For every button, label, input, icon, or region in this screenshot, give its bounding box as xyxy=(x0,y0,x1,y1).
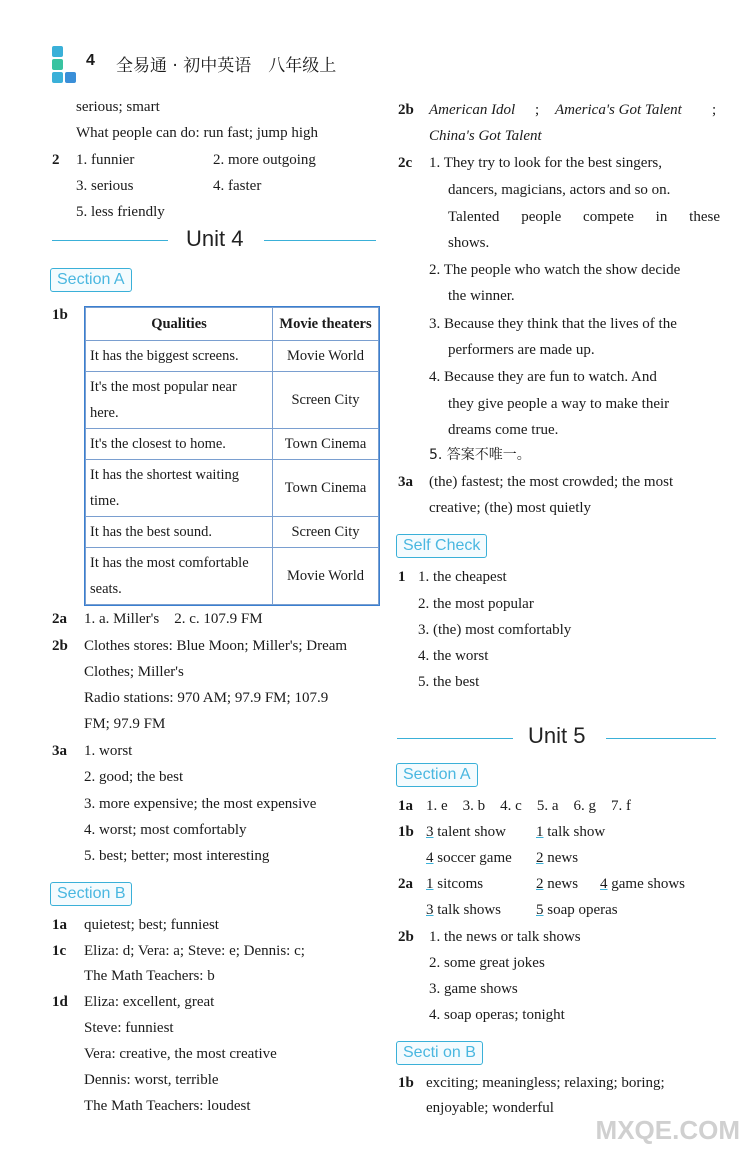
answer-line: they give people a way to make their xyxy=(448,396,670,412)
logo-square-icon xyxy=(65,72,76,83)
question-label: 1b xyxy=(52,307,68,323)
answer-line: quietest; best; funniest xyxy=(84,917,219,933)
answer-line: Eliza: d; Vera: a; Steve: e; Dennis: c; xyxy=(84,943,305,959)
table-row xyxy=(86,460,379,517)
question-label: 1d xyxy=(52,994,68,1010)
answer-item: 2 news xyxy=(536,876,579,892)
answer-line: 1. They try to look for the best singers, xyxy=(429,155,663,171)
question-label: 1b xyxy=(398,1075,414,1091)
divider xyxy=(397,738,513,739)
answer-item: 4. faster xyxy=(213,178,262,194)
answer-item: 4 soccer game xyxy=(426,850,512,866)
answer-item: 3 talent show xyxy=(426,824,506,840)
table-cell: Screen City xyxy=(273,372,379,429)
question-label: 3a xyxy=(52,743,67,759)
question-label: 2 xyxy=(52,152,60,168)
watermark: MXQE.COM xyxy=(595,1115,740,1145)
answer-item: 4. worst; most comfortably xyxy=(84,822,247,838)
answer-item: 3. (the) most comfortably xyxy=(418,622,572,638)
table-cell: It has the shortest waiting time. xyxy=(86,460,273,517)
answer-line: The Math Teachers: b xyxy=(84,968,215,984)
table-row xyxy=(86,548,379,605)
table-row xyxy=(86,341,379,372)
question-label: 2a xyxy=(52,611,67,627)
answer-line: exciting; meaningless; relaxing; boring; xyxy=(426,1075,665,1091)
divider xyxy=(52,240,168,241)
question-label: 2b xyxy=(52,638,68,654)
answer-item: 1 talk show xyxy=(536,824,606,840)
answer-item: 5. the best xyxy=(418,674,480,690)
divider xyxy=(606,738,716,739)
answer-item: 2. more outgoing xyxy=(213,152,316,168)
answer-item: 4. the worst xyxy=(418,648,489,664)
question-label: 2c xyxy=(398,155,413,171)
answer-line: serious; smart xyxy=(76,99,160,115)
table-cell: It has the best sound. xyxy=(86,517,273,548)
unit-heading: Unit 4 xyxy=(186,226,244,251)
show-title: America's Got Talent xyxy=(555,102,682,118)
answer-line: Clothes stores: Blue Moon; Miller's; Dream xyxy=(84,638,348,654)
table-cell: Movie World xyxy=(273,341,379,372)
table-cell: It has the most comfortable seats. xyxy=(86,548,273,605)
table-row xyxy=(86,429,379,460)
table-cell: It's the most popular near here. xyxy=(86,372,273,429)
question-label: 1c xyxy=(52,943,67,959)
answer-item: 2. the most popular xyxy=(418,596,534,612)
separator: ; xyxy=(535,102,540,118)
answer-item: 3. game shows xyxy=(429,981,518,997)
answer-item: 3 talk shows xyxy=(426,902,501,918)
answer-item: 5. less friendly xyxy=(76,204,165,220)
question-label: 1a xyxy=(52,917,67,933)
answer-line: creative; (the) most quietly xyxy=(429,500,592,516)
answer-line: 4. Because they are fun to watch. And xyxy=(429,369,657,385)
movie-theaters-table xyxy=(84,306,380,606)
answer-item: 1. the news or talk shows xyxy=(429,929,581,945)
show-title: China's Got Talent xyxy=(429,128,542,144)
section-tag: Section A xyxy=(396,763,478,787)
answer-line: the winner. xyxy=(448,288,515,304)
unit-heading: Unit 5 xyxy=(528,723,586,748)
table-row xyxy=(86,372,379,429)
answer-line: Clothes; Miller's xyxy=(84,664,184,680)
logo-square-icon xyxy=(52,46,63,57)
table-row xyxy=(86,517,379,548)
table-cell: It has the biggest screens. xyxy=(86,341,273,372)
answer-line: Radio stations: 970 AM; 97.9 FM; 107.9 xyxy=(84,690,329,706)
divider xyxy=(264,240,376,241)
answer-item: 2 news xyxy=(536,850,579,866)
answer-item: 1. worst xyxy=(84,743,133,759)
table-cell: It's the closest to home. xyxy=(86,429,273,460)
question-label: 1a xyxy=(398,798,413,814)
section-tag: Secti on B xyxy=(396,1041,483,1065)
answer-item: 2. some great jokes xyxy=(429,955,545,971)
answer-line: Vera: creative, the most creative xyxy=(84,1046,277,1062)
answer-line: The Math Teachers: loudest xyxy=(84,1098,251,1114)
logo-square-icon xyxy=(52,59,63,70)
question-label: 2a xyxy=(398,876,413,892)
table-cell: Screen City xyxy=(273,517,379,548)
answer-line: 1. a. Miller's 2. c. 107.9 FM xyxy=(84,611,263,627)
question-label: 1 xyxy=(398,569,406,585)
answer-line: 2. The people who watch the show decide xyxy=(429,262,681,278)
answer-line: 3. Because they think that the lives of the xyxy=(429,316,677,332)
separator: ; xyxy=(712,102,717,118)
answer-line: 5. 答案不唯一。 xyxy=(429,447,531,463)
logo-square-icon xyxy=(52,72,63,83)
table-cell: Town Cinema xyxy=(273,460,379,517)
answer-line: Eliza: excellent, great xyxy=(84,994,215,1010)
question-label: 3a xyxy=(398,474,413,490)
answer-item: 1 sitcoms xyxy=(426,876,484,892)
column-header: Qualities xyxy=(86,308,273,341)
answer-item: 1. funnier xyxy=(76,152,135,168)
answer-item: 5 soap operas xyxy=(536,902,618,918)
answer-line: 1. e 3. b 4. c 5. a 6. g 7. f xyxy=(426,798,631,814)
answer-item: 3. serious xyxy=(76,178,134,194)
answer-line: What people can do: run fast; jump high xyxy=(76,125,319,141)
answer-item: 5. best; better; most interesting xyxy=(84,848,270,864)
answer-line: Talented people compete in these xyxy=(448,209,720,225)
question-label: 2b xyxy=(398,102,414,118)
answer-item: 2. good; the best xyxy=(84,769,184,785)
table-cell: Town Cinema xyxy=(273,429,379,460)
answer-item: 3. more expensive; the most expensive xyxy=(84,796,317,812)
answer-line: Dennis: worst, terrible xyxy=(84,1072,219,1088)
answer-line: dreams come true. xyxy=(448,422,559,438)
page-number: 4 xyxy=(86,52,95,69)
answer-line: dancers, magicians, actors and so on. xyxy=(448,182,671,198)
table-cell: Movie World xyxy=(273,548,379,605)
section-tag: Self Check xyxy=(396,534,487,558)
answer-line: performers are made up. xyxy=(448,342,595,358)
answer-line: (the) fastest; the most crowded; the most xyxy=(429,474,674,490)
answer-item: 4. soap operas; tonight xyxy=(429,1007,565,1023)
answer-item: 4 game shows xyxy=(600,876,685,892)
book-title: 全易通 · 初中英语 八年级上 xyxy=(116,56,337,76)
answer-item: 1. the cheapest xyxy=(418,569,507,585)
answer-line: enjoyable; wonderful xyxy=(426,1100,554,1116)
table-header-row xyxy=(86,308,379,341)
question-label: 2b xyxy=(398,929,414,945)
answer-line: shows. xyxy=(448,235,490,251)
question-label: 1b xyxy=(398,824,414,840)
show-title: American Idol xyxy=(429,102,516,118)
column-header: Movie theaters xyxy=(273,308,379,341)
section-tag: Section B xyxy=(50,882,132,906)
section-tag: Section A xyxy=(50,268,132,292)
answer-line: FM; 97.9 FM xyxy=(84,716,166,732)
answer-line: Steve: funniest xyxy=(84,1020,174,1036)
